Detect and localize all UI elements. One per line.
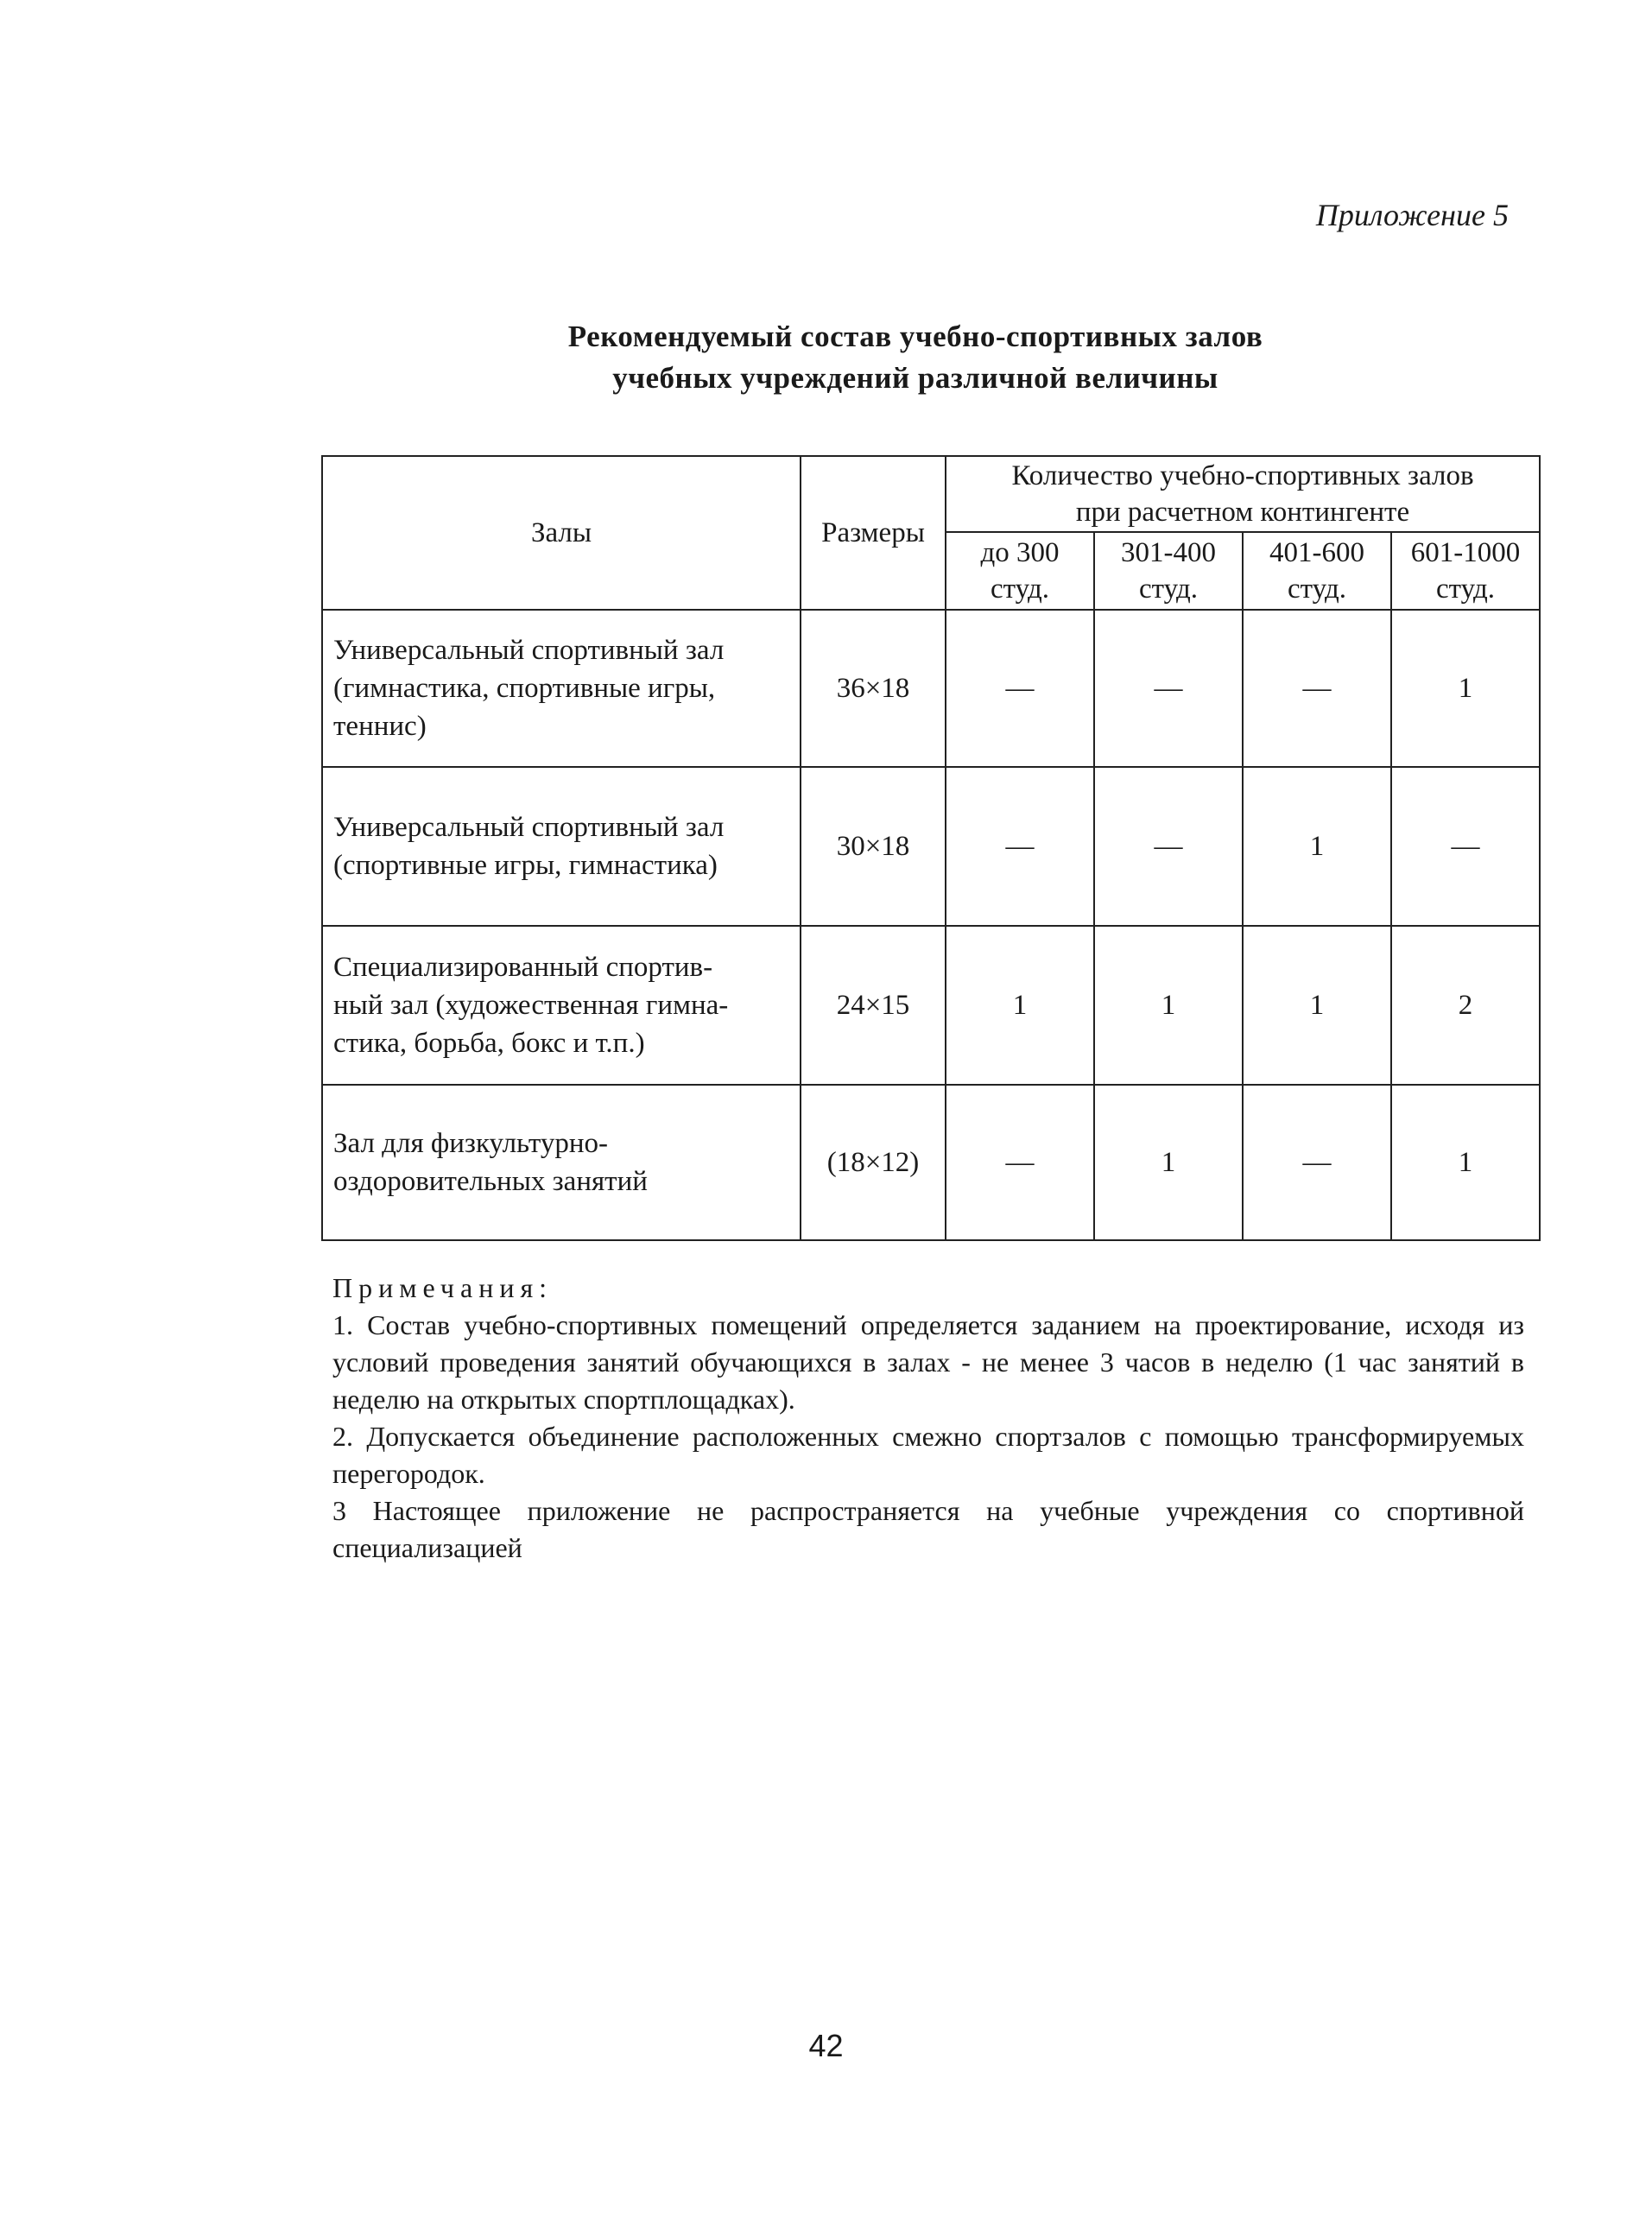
hall-name-line: (гимнастика, спортивные игры, — [333, 673, 716, 704]
hall-name-line: стика, борьба, бокс и т.п.) — [333, 1028, 645, 1059]
hall-size: 24×15 — [801, 926, 946, 1085]
header-row-1 — [322, 456, 1540, 532]
page-number: 42 — [808, 2028, 844, 2063]
count-cell: 1 — [1094, 1085, 1243, 1240]
count-cell: — — [1243, 1085, 1391, 1240]
header-col-4-unit: студ. — [1435, 573, 1496, 605]
title-line-2: учебных учреждений различной величины — [612, 361, 1218, 395]
header-col-1 — [946, 532, 1094, 610]
count-cell: — — [946, 767, 1094, 926]
hall-name-line: Универсальный спортивный зал — [333, 812, 725, 843]
count-cell: 2 — [1391, 926, 1540, 1085]
header-col-2 — [1094, 532, 1243, 610]
hall-size: 30×18 — [801, 767, 946, 926]
count-cell: — — [1094, 610, 1243, 767]
note-item: 1. Состав учебно-спортивных помещений определяется заданием на проектирование, исходя из условий проведения занятий обучающихся в залах - не менее 3 часов в неделю (1 час занятий в неделю на открытых спортплощадках). — [332, 1309, 1524, 1415]
header-col-1-unit: студ. — [990, 573, 1050, 605]
header-col-3-unit: студ. — [1287, 573, 1347, 605]
header-count — [946, 456, 1540, 532]
hall-name-line: теннис) — [333, 711, 427, 742]
hall-name-line: оздоровительных занятий — [333, 1166, 648, 1197]
header-count-line-1: Количество учебно-спортивных залов — [1011, 460, 1474, 491]
count-cell: 1 — [1391, 1085, 1540, 1240]
notes-title: Примечания: — [332, 1272, 554, 1303]
hall-name-line: ный зал (художественная гимна- — [333, 990, 729, 1021]
count-cell: 1 — [1243, 926, 1391, 1085]
count-cell: — — [946, 610, 1094, 767]
halls-table — [321, 455, 1541, 1241]
hall-name-line: (спортивные игры, гимнастика) — [333, 850, 718, 881]
hall-name — [322, 1085, 801, 1240]
note-item: 2. Допускается объединение расположенных смежно спортзалов с помощью трансформируемых перегородок. — [332, 1421, 1524, 1489]
header-col-3-range: 401-600 — [1269, 537, 1364, 568]
count-cell: 1 — [1243, 767, 1391, 926]
hall-name — [322, 767, 801, 926]
count-cell: 1 — [946, 926, 1094, 1085]
header-col-4 — [1391, 532, 1540, 610]
count-cell: — — [1243, 610, 1391, 767]
hall-name-line: Универсальный спортивный зал — [333, 635, 725, 666]
note-item: 3 Настоящее приложение не распространяется на учебные учреждения со спортивной специализацией — [332, 1495, 1524, 1563]
count-cell: — — [946, 1085, 1094, 1240]
hall-size: 36×18 — [801, 610, 946, 767]
header-sizes: Размеры — [801, 456, 946, 610]
title-line-1: Рекомендуемый состав учебно-спортивных залов — [567, 320, 1263, 353]
table-row — [322, 610, 1540, 767]
hall-size: (18×12) — [801, 1085, 946, 1240]
header-col-2-range: 301-400 — [1121, 537, 1216, 568]
hall-name — [322, 610, 801, 767]
header-halls: Залы — [322, 456, 801, 610]
header-col-4-range: 601-1000 — [1410, 537, 1521, 568]
hall-name-line: Специализированный спортив- — [333, 952, 713, 983]
hall-name — [322, 926, 801, 1085]
header-col-1-range: до 300 — [980, 537, 1060, 568]
header-col-2-unit: студ. — [1138, 573, 1199, 605]
header-count-line-2: при расчетном контингенте — [1075, 497, 1410, 528]
count-cell: — — [1391, 767, 1540, 926]
notes-section — [332, 1270, 1524, 1567]
count-cell: 1 — [1391, 610, 1540, 767]
document-title — [415, 316, 1416, 399]
appendix-label: Приложение 5 — [1315, 198, 1509, 232]
table-row — [322, 1085, 1540, 1240]
table-row — [322, 926, 1540, 1085]
table-row — [322, 767, 1540, 926]
count-cell: 1 — [1094, 926, 1243, 1085]
header-col-3 — [1243, 532, 1391, 610]
count-cell: — — [1094, 767, 1243, 926]
hall-name-line: Зал для физкультурно- — [333, 1128, 608, 1159]
